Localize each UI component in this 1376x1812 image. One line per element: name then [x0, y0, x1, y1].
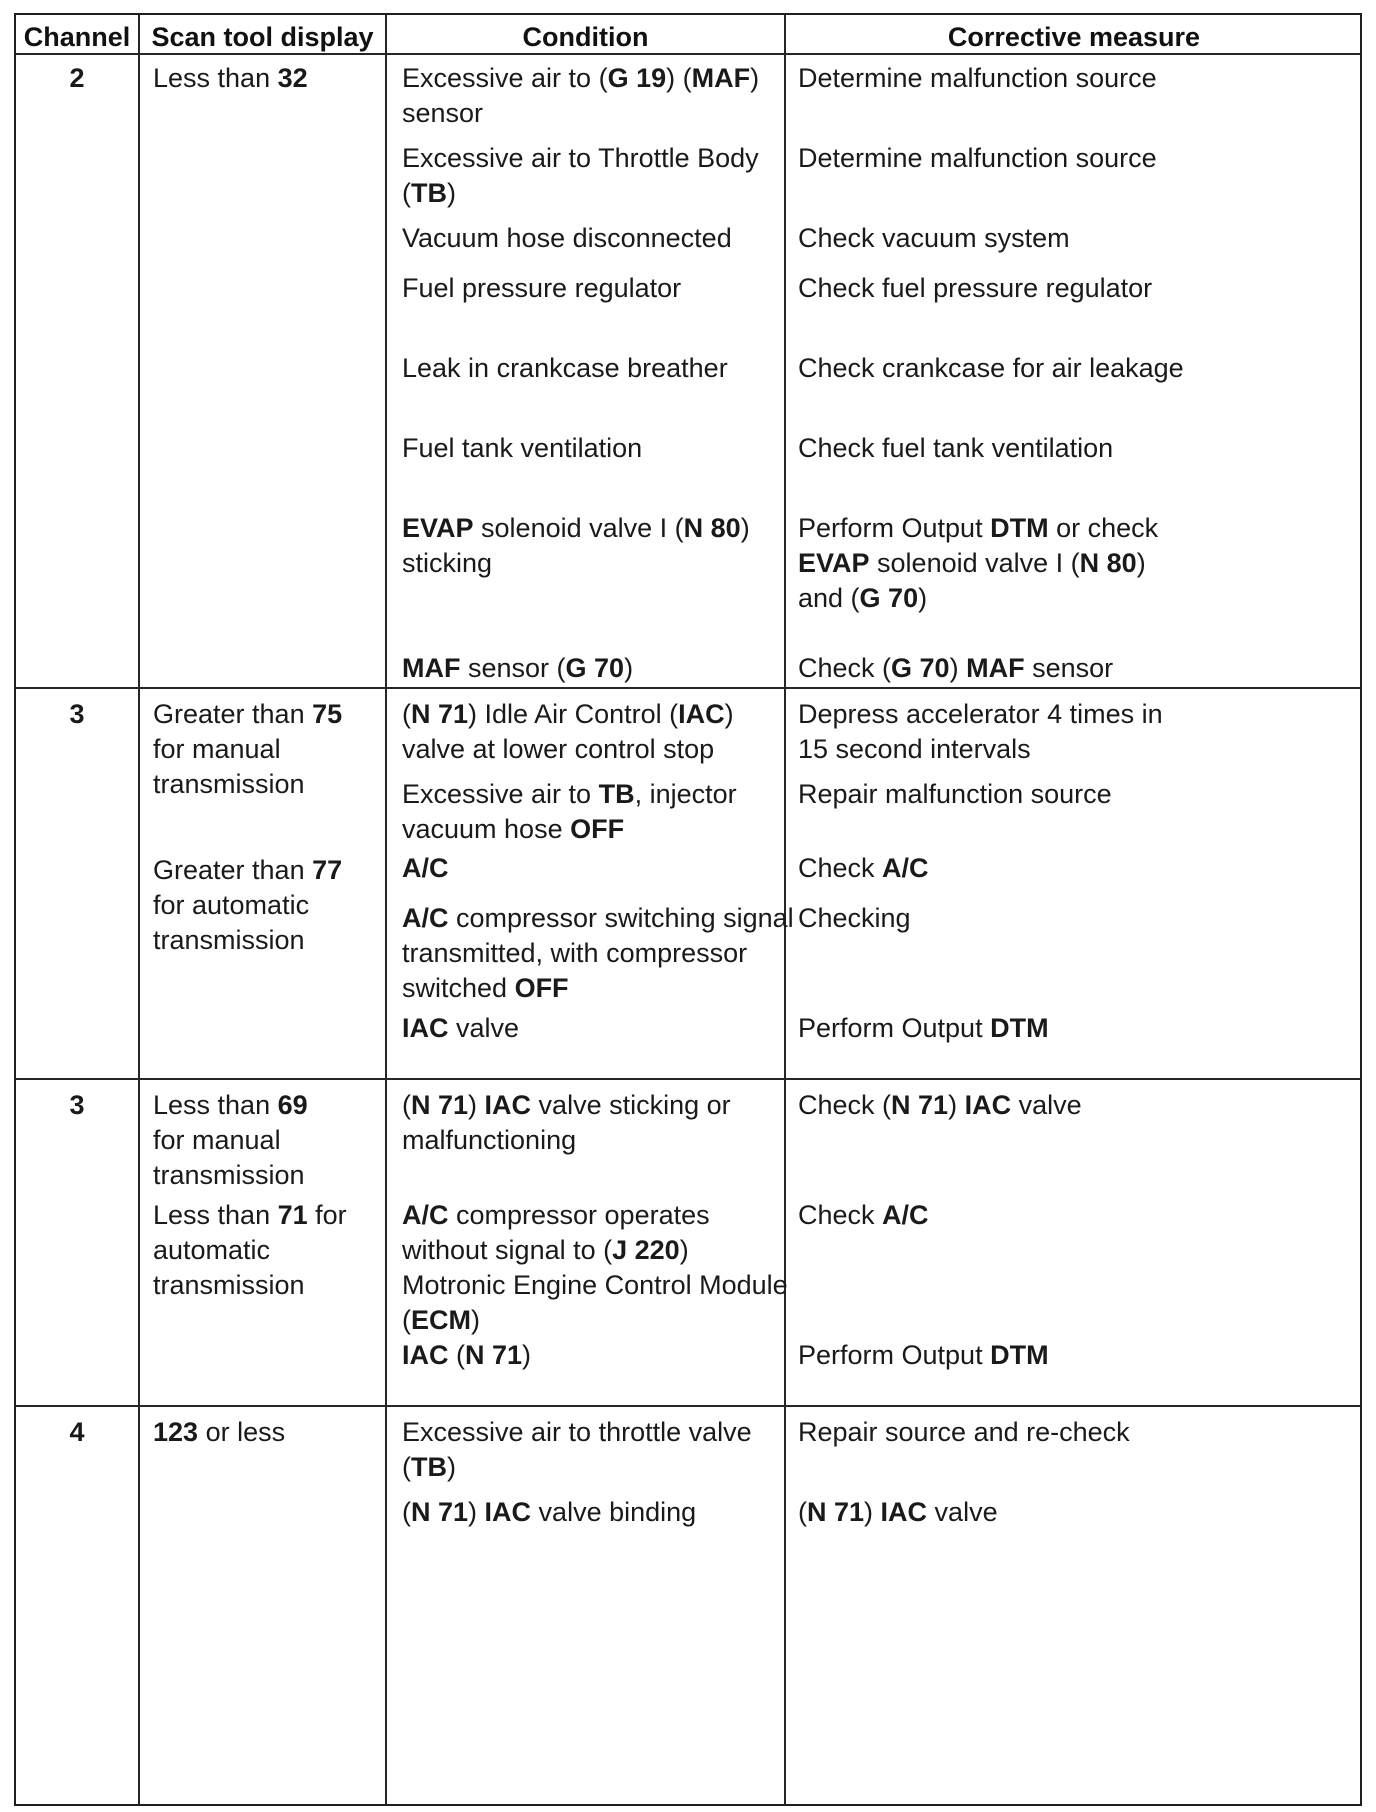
corrective-measure-cell: Check A/C — [798, 853, 929, 883]
corrective-measure-cell: Checking — [798, 903, 911, 933]
scan-tool-display-value: Less than 69 for manual transmission — [153, 1090, 308, 1190]
corrective-measure-cell: Repair malfunction source — [798, 779, 1112, 809]
corrective-measure-cell: Depress accelerator 4 times in 15 second intervals — [798, 699, 1163, 764]
condition-cell: Fuel pressure regulator — [402, 273, 682, 303]
condition-cell: IAC (N 71) — [402, 1340, 532, 1370]
condition-cell: Vacuum hose disconnected — [402, 223, 732, 253]
corrective-measure-cell: Check A/C — [798, 1200, 929, 1230]
column-divider — [385, 15, 387, 1804]
condition-cell: A/C compressor operates without signal to (J 220) Motronic Engine Control Module (ECM) — [402, 1200, 788, 1335]
corrective-measure-cell: Check fuel tank ventilation — [798, 433, 1114, 463]
corrective-measure-cell: Check crankcase for air leakage — [798, 353, 1184, 383]
condition-cell: A/C compressor switching signal transmitted, with compressor switched OFF — [402, 903, 794, 1003]
corrective-measure-cell: Check (N 71) IAC valve — [798, 1090, 1082, 1120]
channel-number: 3 — [69, 1090, 85, 1120]
condition-cell: Fuel tank ventilation — [402, 433, 643, 463]
scan-tool-display-value: Less than 71 for automatic transmission — [153, 1200, 347, 1300]
corrective-measure-cell: Repair source and re-check — [798, 1417, 1130, 1447]
condition-cell: Leak in crankcase breather — [402, 353, 728, 383]
header-scan-tool-display: Scan tool display — [151, 21, 374, 52]
condition-cell: EVAP solenoid valve I (N 80) sticking — [402, 513, 750, 578]
column-divider — [138, 15, 140, 1804]
corrective-measure-cell: Perform Output DTM or check EVAP solenoid valve I (N 80) and (G 70) — [798, 513, 1159, 613]
condition-cell: (N 71) IAC valve sticking or malfunctioning — [402, 1090, 731, 1155]
corrective-measure-cell: (N 71) IAC valve — [798, 1497, 998, 1527]
condition-cell: Excessive air to TB, injector vacuum hose OFF — [402, 779, 737, 844]
corrective-measure-cell: Check vacuum system — [798, 223, 1070, 253]
condition-cell: Excessive air to Throttle Body (TB) — [402, 143, 759, 208]
corrective-measure-cell: Determine malfunction source — [798, 143, 1157, 173]
header-corrective-measure: Corrective measure — [947, 21, 1201, 52]
corrective-measure-cell: Check fuel pressure regulator — [798, 273, 1153, 303]
corrective-measure-cell: Check (G 70) MAF sensor — [798, 653, 1114, 683]
header-channel: Channel — [23, 21, 131, 52]
channel-number: 4 — [69, 1417, 85, 1447]
troubleshooting-table — [14, 13, 1362, 1806]
condition-cell: IAC valve — [402, 1013, 520, 1043]
corrective-measure-cell: Perform Output DTM — [798, 1013, 1049, 1043]
group-divider — [16, 687, 1360, 689]
condition-cell: Excessive air to (G 19) (MAF) sensor — [402, 63, 760, 128]
corrective-measure-cell: Determine malfunction source — [798, 63, 1157, 93]
channel-number: 3 — [69, 699, 85, 729]
condition-cell: (N 71) IAC valve binding — [402, 1497, 697, 1527]
header-condition: Condition — [522, 21, 649, 52]
condition-cell: Excessive air to throttle valve (TB) — [402, 1417, 752, 1482]
scan-tool-display-value: 123 or less — [153, 1417, 286, 1447]
condition-cell: A/C — [402, 853, 449, 883]
condition-cell: MAF sensor (G 70) — [402, 653, 634, 683]
scan-tool-display-value: Less than 32 — [153, 63, 308, 93]
scan-tool-display-value: Greater than 75 for manual transmission — [153, 699, 343, 799]
scan-tool-display-value: Greater than 77 for automatic transmission — [153, 855, 343, 955]
corrective-measure-cell: Perform Output DTM — [798, 1340, 1049, 1370]
group-divider — [16, 1405, 1360, 1407]
channel-number: 2 — [69, 63, 85, 93]
group-divider — [16, 1078, 1360, 1080]
condition-cell: (N 71) Idle Air Control (IAC) valve at lower control stop — [402, 699, 734, 764]
